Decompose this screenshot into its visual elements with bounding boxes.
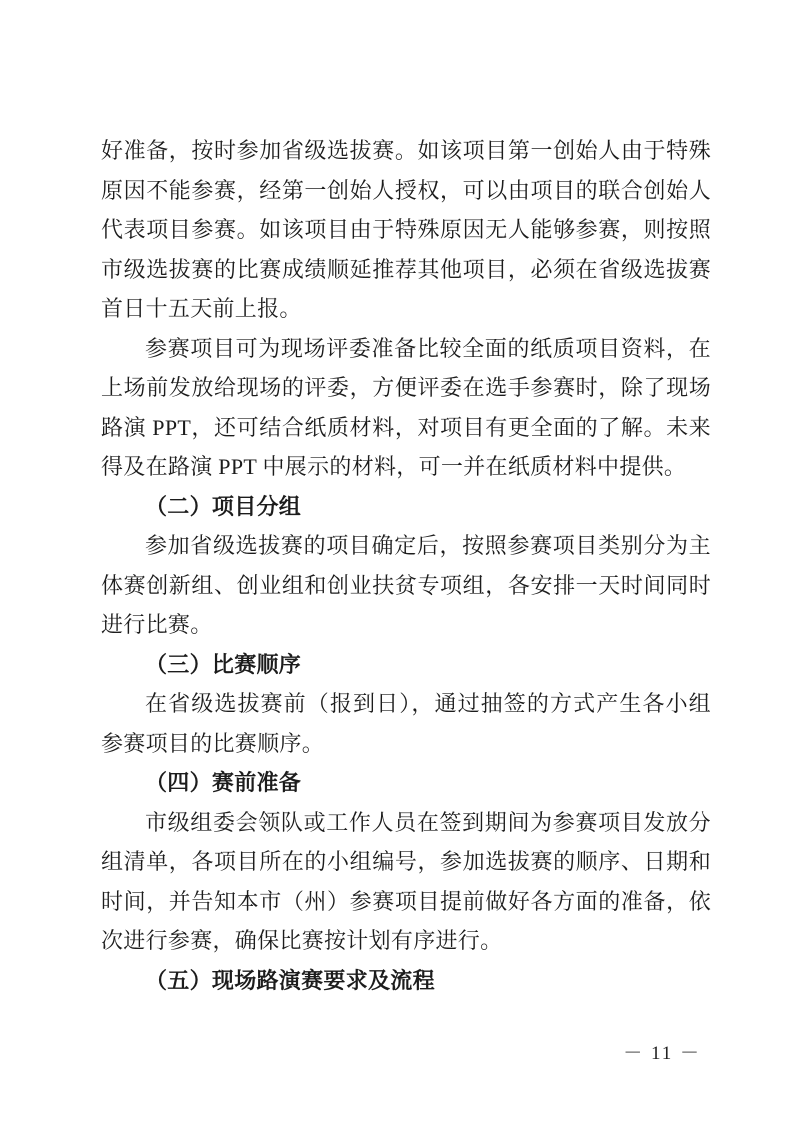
paragraph: 参赛项目可为现场评委准备比较全面的纸质项目资料，在上场前发放给现场的评委，方便评委在选手参赛时，除了现场路演 PPT，还可结合纸质材料，对项目有更全面的了解。未来得及在路演 PPT 中展示的材料，可一并在纸质材料中提供。 [101, 335, 711, 479]
paragraph: 参加省级选拔赛的项目确定后，按照参赛项目类别分为主体赛创新组、创业组和创业扶贫专项组，各安排一天时间同时进行比赛。 [101, 533, 711, 637]
section-heading-2: （二）项目分组 [145, 493, 302, 519]
page-number: － 11 － [623, 1043, 701, 1064]
section-heading-4: （四）赛前准备 [145, 770, 302, 795]
paragraph-continuation: 好准备，按时参加省级选拔赛。如该项目第一创始人由于特殊原因不能参赛，经第一创始人授权，可以由项目的联合创始人代表项目参赛。如该项目由于特殊原因无人能够参赛，则按照市级选拔赛的比赛成绩顺延推荐其他项目，必须在省级选拔赛首日十五天前上报。 [101, 138, 711, 321]
document-body [101, 131, 711, 1000]
paragraph: 在省级选拔赛前（报到日），通过抽签的方式产生各小组参赛项目的比赛顺序。 [101, 691, 711, 756]
section-heading-5: （五）现场路演赛要求及流程 [145, 967, 435, 993]
paragraph: 市级组委会领队或工作人员在签到期间为参赛项目发放分组清单，各项目所在的小组编号，参加选拔赛的顺序、日期和时间，并告知本市（州）参赛项目提前做好各方面的准备，依次进行参赛，确保比赛按计划有序进行。 [101, 809, 711, 953]
section-heading-3: （三）比赛顺序 [145, 651, 302, 677]
